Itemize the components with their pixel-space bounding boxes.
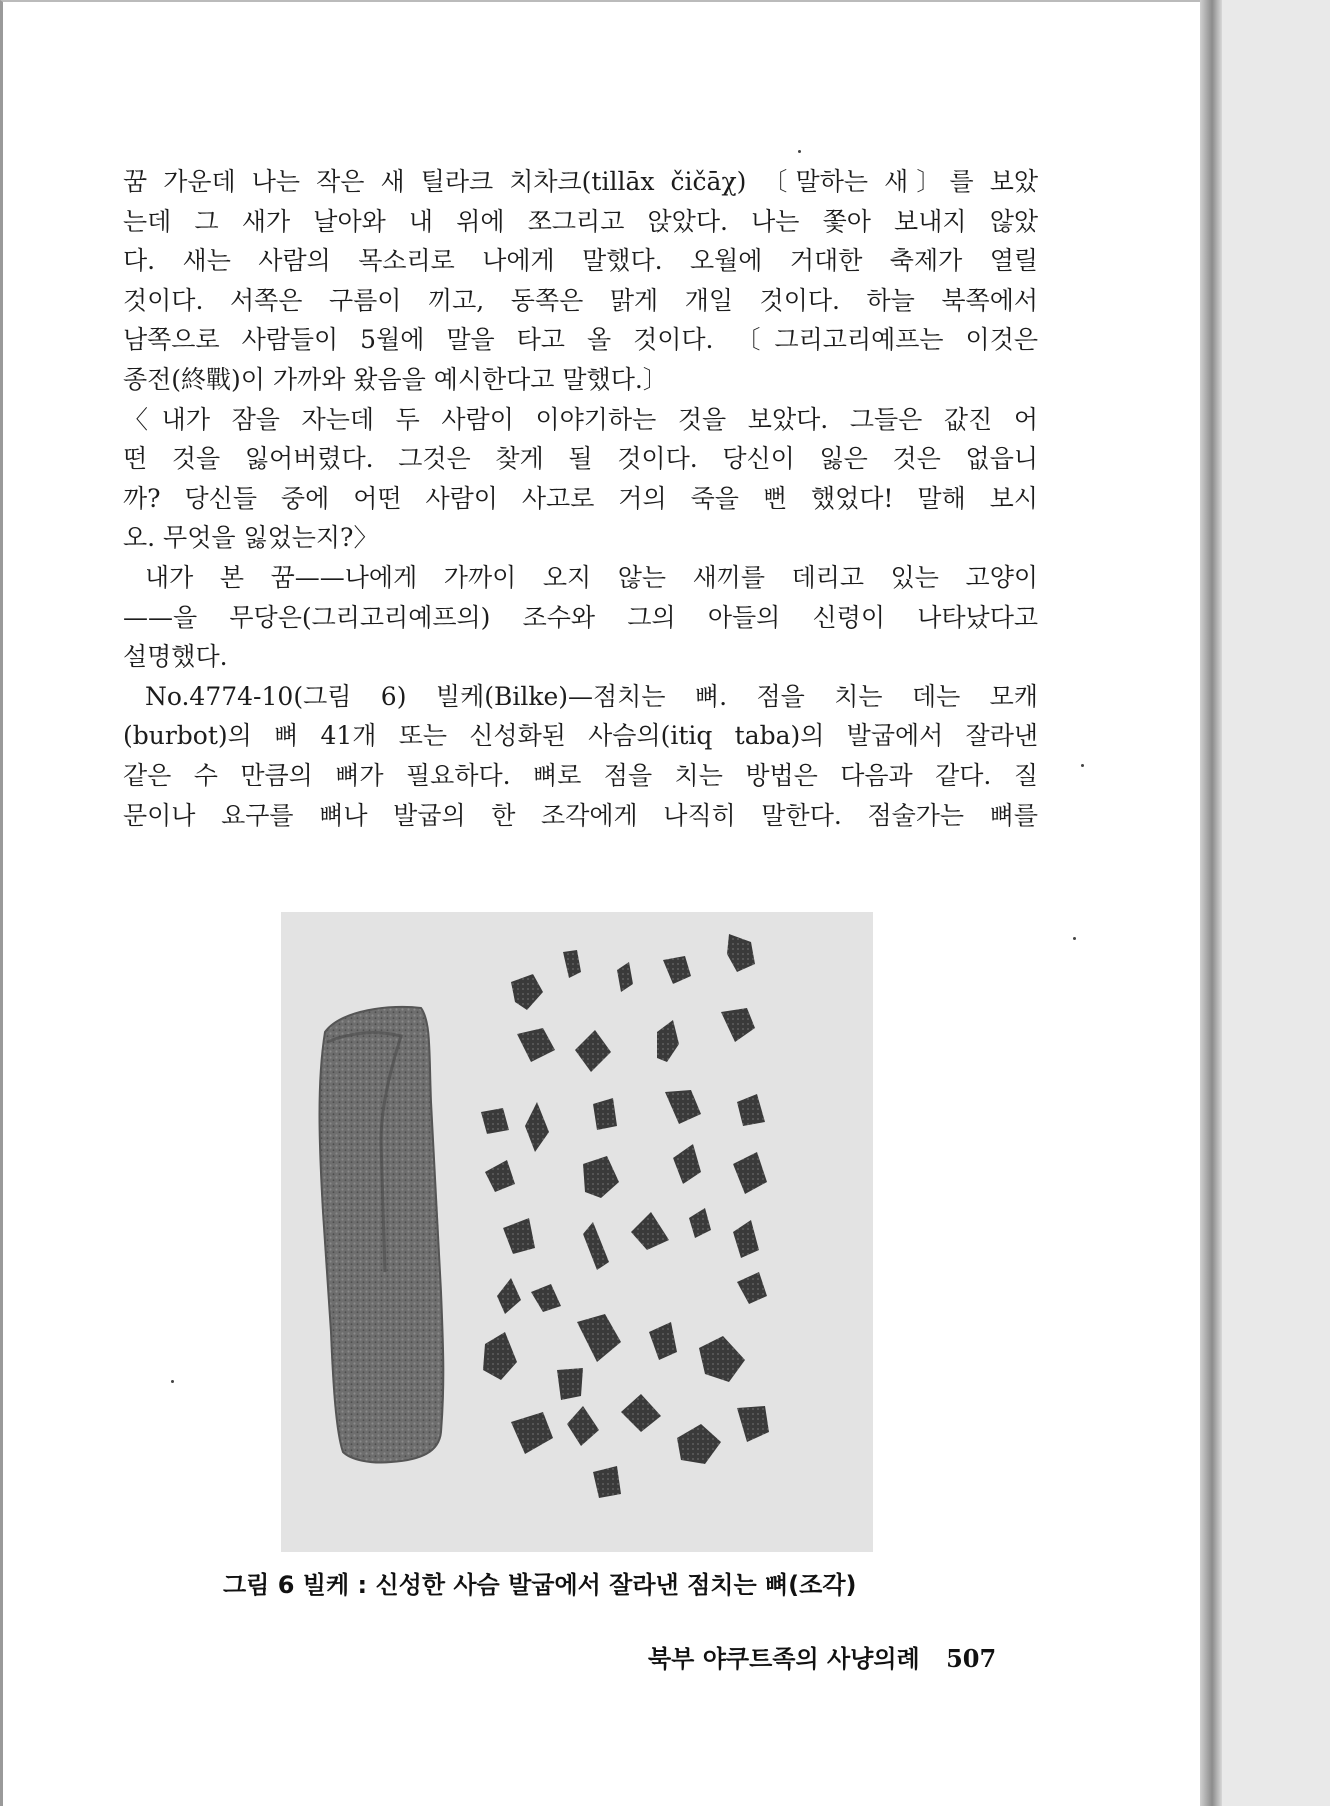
fragment: [631, 1212, 669, 1250]
fragment: [583, 1222, 609, 1270]
fragment: [617, 962, 633, 992]
fragment: [737, 1406, 769, 1442]
fragment: [677, 1424, 721, 1464]
text-line: 오. 무엇을 잃었는지?〉: [123, 523, 379, 553]
fragment: [699, 1336, 745, 1382]
running-head: [648, 1639, 996, 1674]
fragment: [583, 1156, 619, 1198]
page-number: 507: [946, 1644, 997, 1673]
text-line: 내가 본 꿈——나에게 가까이 오지 않는 새끼를 데리고 있는 고양이: [145, 562, 1038, 592]
fragment: [733, 1152, 767, 1194]
fragment: [737, 1272, 767, 1304]
text-line: No.4774-10(그림 6) 빌케(Bilke)—점치는 뼈. 점을 치는 데는 모캐: [145, 681, 1038, 711]
text-line: 남쪽으로 사람들이 5월에 말을 타고 올 것이다. 〔그리고리예프는 이것은: [123, 325, 1038, 355]
figure-photo: [281, 912, 873, 1552]
text-line: 같은 수 만큼의 뼈가 필요하다. 뼈로 점을 치는 방법은 다음과 같다. 질: [123, 760, 1038, 790]
large-bone-piece: [320, 1007, 444, 1463]
fragment: [567, 1406, 599, 1446]
fragment: [657, 1020, 679, 1062]
fragment: [673, 1144, 701, 1184]
text-line: 〈내가 잠을 자는데 두 사람이 이야기하는 것을 보았다. 그들은 값진 어: [123, 404, 1038, 434]
text-line: 꿈 가운데 나는 작은 새 틸라크 치차크(tillāx čičāχ) 〔말하는 새〕를 보았: [123, 167, 1038, 196]
text-line: 설명했다.: [123, 642, 228, 672]
figure-caption: 그림 6 빌케 : 신성한 사슴 발굽에서 잘라낸 점치는 뼈(조각): [223, 1571, 857, 1599]
text-line: 는데 그 새가 날아와 내 위에 쪼그리고 앉았다. 나는 쫓아 보내지 않았: [123, 206, 1038, 236]
fragment: [733, 1220, 759, 1258]
fragment: [649, 1322, 677, 1360]
text-line: 까? 당신들 중에 어떤 사람이 사고로 거의 죽을 뻔 했었다! 말해 보시: [123, 483, 1038, 513]
fragment: [483, 1332, 517, 1380]
text-line: 것이다. 서쪽은 구름이 끼고, 동쪽은 맑게 개일 것이다. 하늘 북쪽에서: [123, 285, 1038, 315]
scan-speck: [1081, 764, 1084, 767]
fragment: [481, 1108, 509, 1134]
fragment: [563, 950, 581, 978]
text-line: (burbot)의 뼈 41개 또는 신성화된 사슴의(itiq taba)의 발굽에서 잘라낸: [123, 721, 1038, 751]
fragment: [511, 1412, 553, 1454]
running-head-title: 북부 야쿠트족의 사냥의례: [648, 1645, 920, 1673]
fragment: [485, 1160, 515, 1192]
scan-speck: [171, 1380, 174, 1383]
fragment: [689, 1208, 711, 1238]
fragment: [557, 1368, 583, 1400]
fragment: [593, 1098, 617, 1130]
text-line: 종전(終戰)이 가까와 왔음을 예시한다고 말했다.〕: [123, 364, 668, 394]
fragment: [575, 1030, 611, 1072]
page-edge: [1200, 0, 1222, 1806]
fragment: [503, 1218, 535, 1254]
text-line: 떤 것을 잃어버렸다. 그것은 찾게 될 것이다. 당신이 잃은 것은 없읍니: [123, 444, 1038, 474]
fragment: [737, 1094, 765, 1126]
text-line: 문이나 요구를 뼈나 발굽의 한 조각에게 나직히 말한다. 점술가는 뼈를: [123, 800, 1038, 830]
bone-fragments-image: [281, 912, 873, 1552]
fragment: [517, 1028, 555, 1062]
fragment: [721, 1008, 755, 1042]
fragment: [663, 956, 691, 984]
fragment: [511, 974, 543, 1010]
fragment: [665, 1090, 701, 1124]
fragment: [531, 1284, 561, 1312]
body-text: [123, 162, 1038, 835]
fragment: [497, 1278, 521, 1314]
fragment: [593, 1466, 621, 1498]
fragment: [577, 1314, 621, 1362]
fragment: [727, 934, 755, 972]
text-line: ——을 무당은(그리고리예프의) 조수와 그의 아들의 신령이 나타났다고: [123, 602, 1038, 632]
fragment: [525, 1102, 549, 1152]
bone-fragments: [481, 934, 769, 1498]
text-line: 다. 새는 사람의 목소리로 나에게 말했다. 오월에 거대한 축제가 열릴: [123, 246, 1038, 276]
fragment: [621, 1394, 661, 1432]
scan-speck: [1073, 937, 1076, 940]
scan-speck: [798, 150, 801, 153]
